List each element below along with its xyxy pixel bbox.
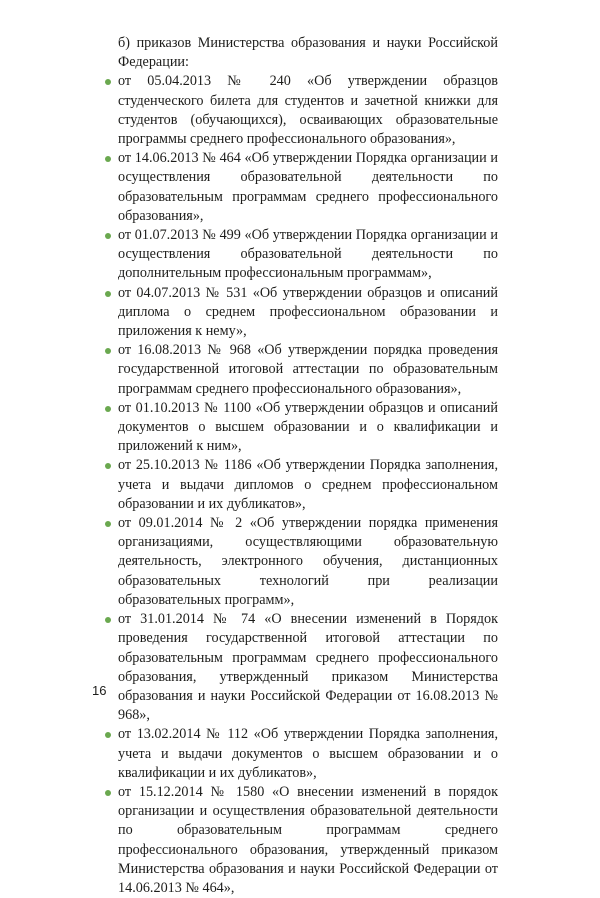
bullet-icon xyxy=(105,521,111,527)
bullet-icon xyxy=(105,790,111,796)
list-item-text: от 14.06.2013 № 464 «Об утверждении Порядка организации и осуществления образовательной деятельности по образовательным программам среднего профессионального образования», xyxy=(118,150,498,224)
bullet-icon xyxy=(105,156,111,162)
list-item xyxy=(118,725,498,783)
list-item-text: от 16.08.2013 № 968 «Об утверждении порядка проведения государственной итоговой аттестации по образовательным программам среднего профессионального образования», xyxy=(118,342,498,397)
bullet-icon xyxy=(105,406,111,412)
list-item xyxy=(118,72,498,149)
bullet-icon xyxy=(105,79,111,85)
bullet-icon xyxy=(105,463,111,469)
list-item xyxy=(118,341,498,399)
orders-list xyxy=(118,72,498,898)
bullet-icon xyxy=(105,233,111,239)
list-item xyxy=(118,399,498,457)
list-item xyxy=(118,610,498,725)
list-item-text: от 15.12.2014 № 1580 «О внесении изменений в порядок организации и осуществления образовательной деятельности по образовательным программам среднего профессионального образования, утвержденный приказом Министерства образования и науки Российской Федерации от 14.06.2013 № 464», xyxy=(118,783,498,896)
bullet-icon xyxy=(105,732,111,738)
list-item-text: от 25.10.2013 № 1186 «Об утверждении Порядка заполнения, учета и выдачи дипломов о среднем профессиональном образовании и их дубликатов», xyxy=(118,457,498,512)
list-item-text: от 13.02.2014 № 112 «Об утверждении Порядка заполнения, учета и выдачи документов о высшем образовании и о квалификации и их дубликатов», xyxy=(118,726,498,781)
list-item xyxy=(118,284,498,342)
list-item-text: от 04.07.2013 № 531 «Об утверждении образцов и описаний диплома о среднем профессиональном образовании и приложения к нему», xyxy=(118,284,498,340)
page-content xyxy=(118,34,498,898)
list-item-text: от 09.01.2014 № 2 «Об утверждении порядка применения организациями, осуществляющими образовательную деятельность, электронного обучения, дистанционных образовательных технологий при реализации образовательных программ», xyxy=(118,515,498,608)
list-item-text: от 01.10.2013 № 1100 «Об утверждении образцов и описаний документов о высшем образовании и о квалификации и приложений к ним», xyxy=(118,399,498,455)
bullet-icon xyxy=(105,617,111,623)
list-item-text: от 31.01.2014 № 74 «О внесении изменений в Порядок проведения государственной итоговой аттестации по образовательным программам среднего профессионального образования, утвержденный приказом Министерства образования и науки Российской Федерации от 16.08.2013 № 968», xyxy=(118,611,498,724)
list-item-text: от 01.07.2013 № 499 «Об утверждении Порядка организации и осуществления образовательной деятельности по дополнительным профессиональным программам», xyxy=(118,227,498,282)
list-item xyxy=(118,226,498,284)
list-item-text: от 05.04.2013 № 240 «Об утверждении образцов студенческого билета для студентов и зачетной книжки для студентов (обучающихся), осваивающих образовательные программы среднего профессионального образования», xyxy=(118,73,498,148)
intro-paragraph: б) приказов Министерства образования и науки Российской Федерации: xyxy=(118,35,498,71)
bullet-icon xyxy=(105,291,111,297)
bullet-icon xyxy=(105,348,111,354)
list-item xyxy=(118,456,498,514)
list-item xyxy=(118,149,498,226)
list-item xyxy=(118,783,498,898)
page-number: 16 xyxy=(92,683,107,698)
list-item xyxy=(118,514,498,610)
